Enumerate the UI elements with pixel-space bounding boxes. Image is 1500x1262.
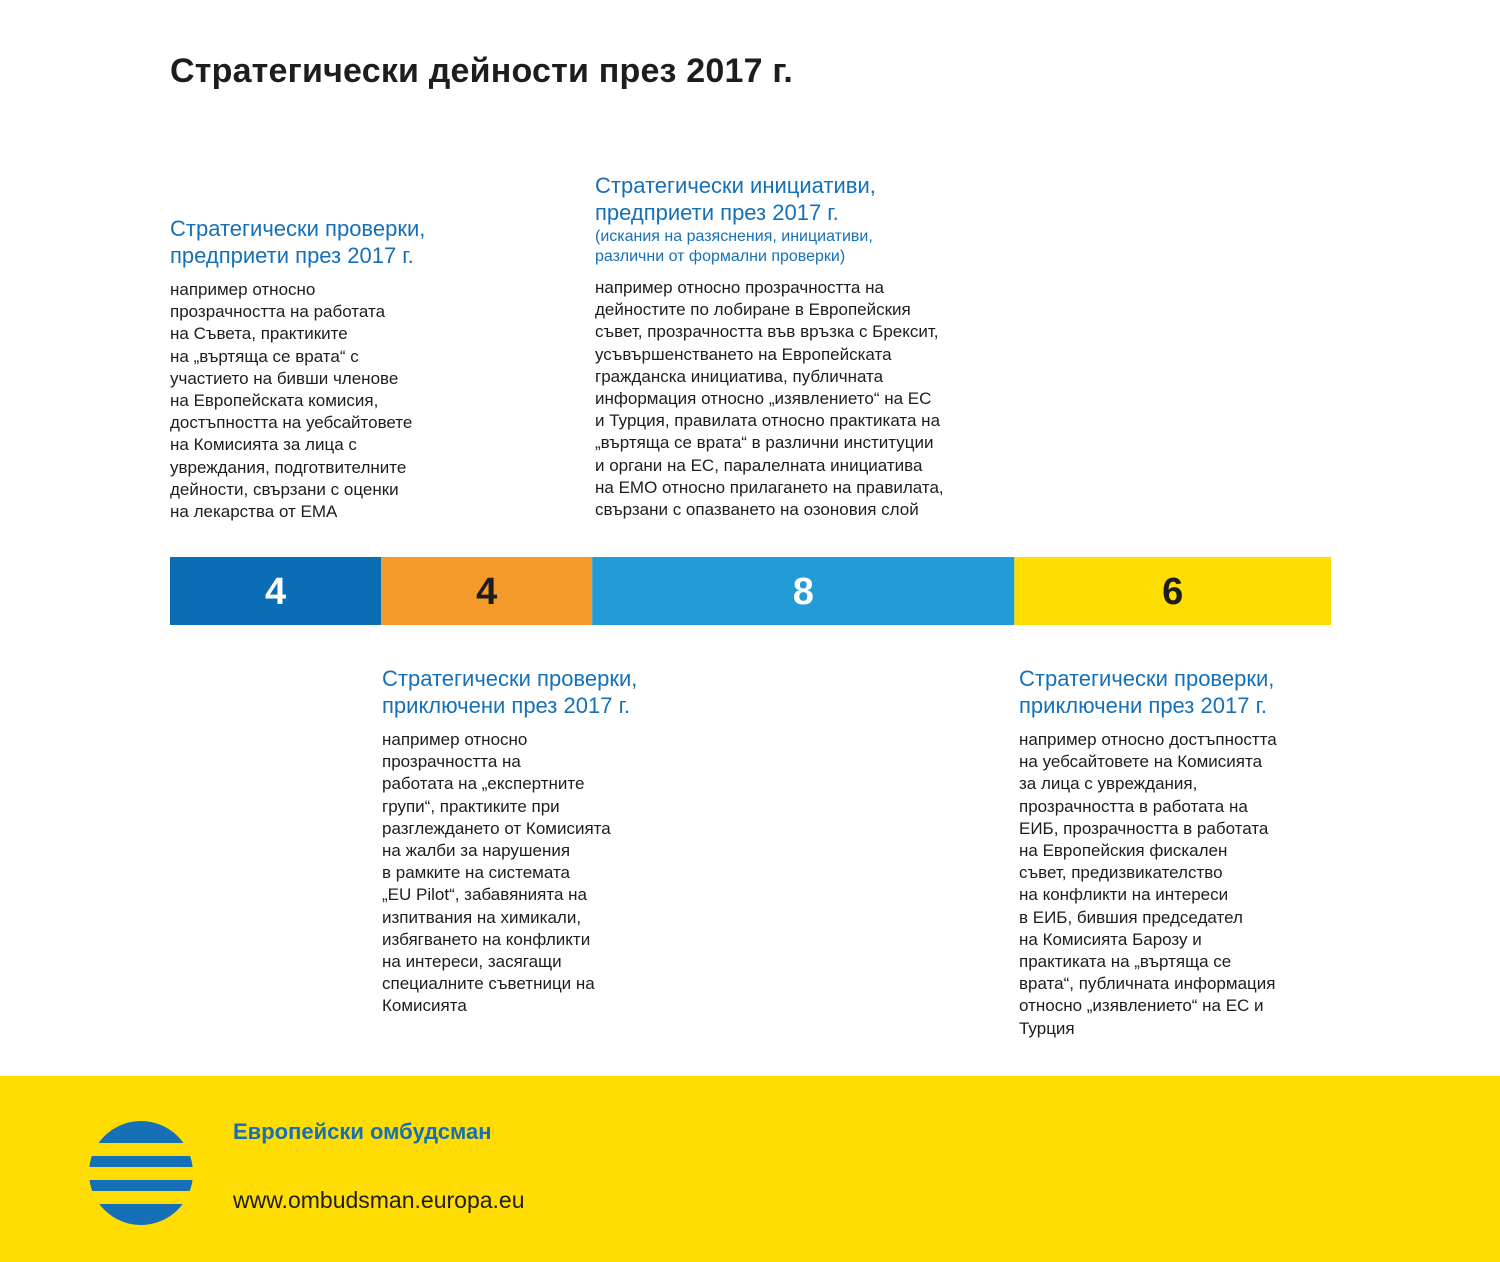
block-heading: Стратегически инициативи, предприети през 2017 г. (595, 173, 876, 225)
page-title: Стратегически дейности през 2017 г. (170, 52, 793, 90)
block-body: например относно достъпността на уебсайтовете на Комисията за лица с увреждания, прозрачността в работата на ЕИБ, прозрачността в работата на Европейския фискален съвет, предизвикателство на конфликти на интереси в ЕИБ, бившия председател на Комисията Барозу и практиката на „въртяща се врата“, публичната информация относно „изявлението“ на ЕС и Турция (1019, 730, 1277, 1038)
block-subheading: (искания на разяснения, инициативи, различни от формални проверки) (595, 228, 873, 265)
european-ombudsman-logo-icon (88, 1120, 194, 1226)
bar-value-label-1: 4 (264, 571, 287, 613)
block-body: например относно прозрачността на работата на Съвета, практиките на „въртяща се врата“ с участието на бивши членове на Европейската комисия, достъпността на уебсайтовете на Комисията за лица с увреждания, подготвителните дейности, свързани с оценки на лекарства от ЕМА (170, 280, 413, 522)
footer (0, 1076, 1500, 1262)
bar-value-label-4: 6 (1162, 571, 1184, 613)
organization-name: Европейски омбудсман (233, 1119, 492, 1144)
website-link[interactable]: www.ombudsman.europa.eu (233, 1187, 525, 1213)
bar-value-label-3: 8 (792, 571, 814, 613)
block-heading: Стратегически проверки, приключени през 2017 г. (382, 666, 638, 718)
block-inquiries-closed-2 (1019, 665, 1349, 1040)
block-heading: Стратегически проверки, предприети през 2017 г. (170, 216, 426, 268)
block-body: например относно прозрачността на дейностите по лобиране в Европейския съвет, прозрачността във връзка с Брексит, усъвършенстването на Европейската гражданска инициатива, публичната информация относно „изявлението“ на ЕС и Турция, правилата относно практиката на „въртяща се врата“ в различни институции и органи на ЕС, паралелната инициатива на ЕМО относно прилагането на правилата, свързани с опазването на озоновия слой (595, 278, 944, 520)
block-inquiries-closed-1 (382, 665, 702, 1018)
bar-value-label-2: 4 (476, 571, 498, 613)
block-heading: Стратегически проверки, приключени през 2017 г. (1019, 666, 1275, 718)
block-body: например относно прозрачността на работата на „експертните групи“, практиките при разглеждането от Комисията на жалби за нарушения в рамките на системата „EU Pilot“, забавянията на изпитвания на химикали, избягването на конфликти на интереси, засягащи специалните съветници на Комисията (382, 730, 611, 1016)
